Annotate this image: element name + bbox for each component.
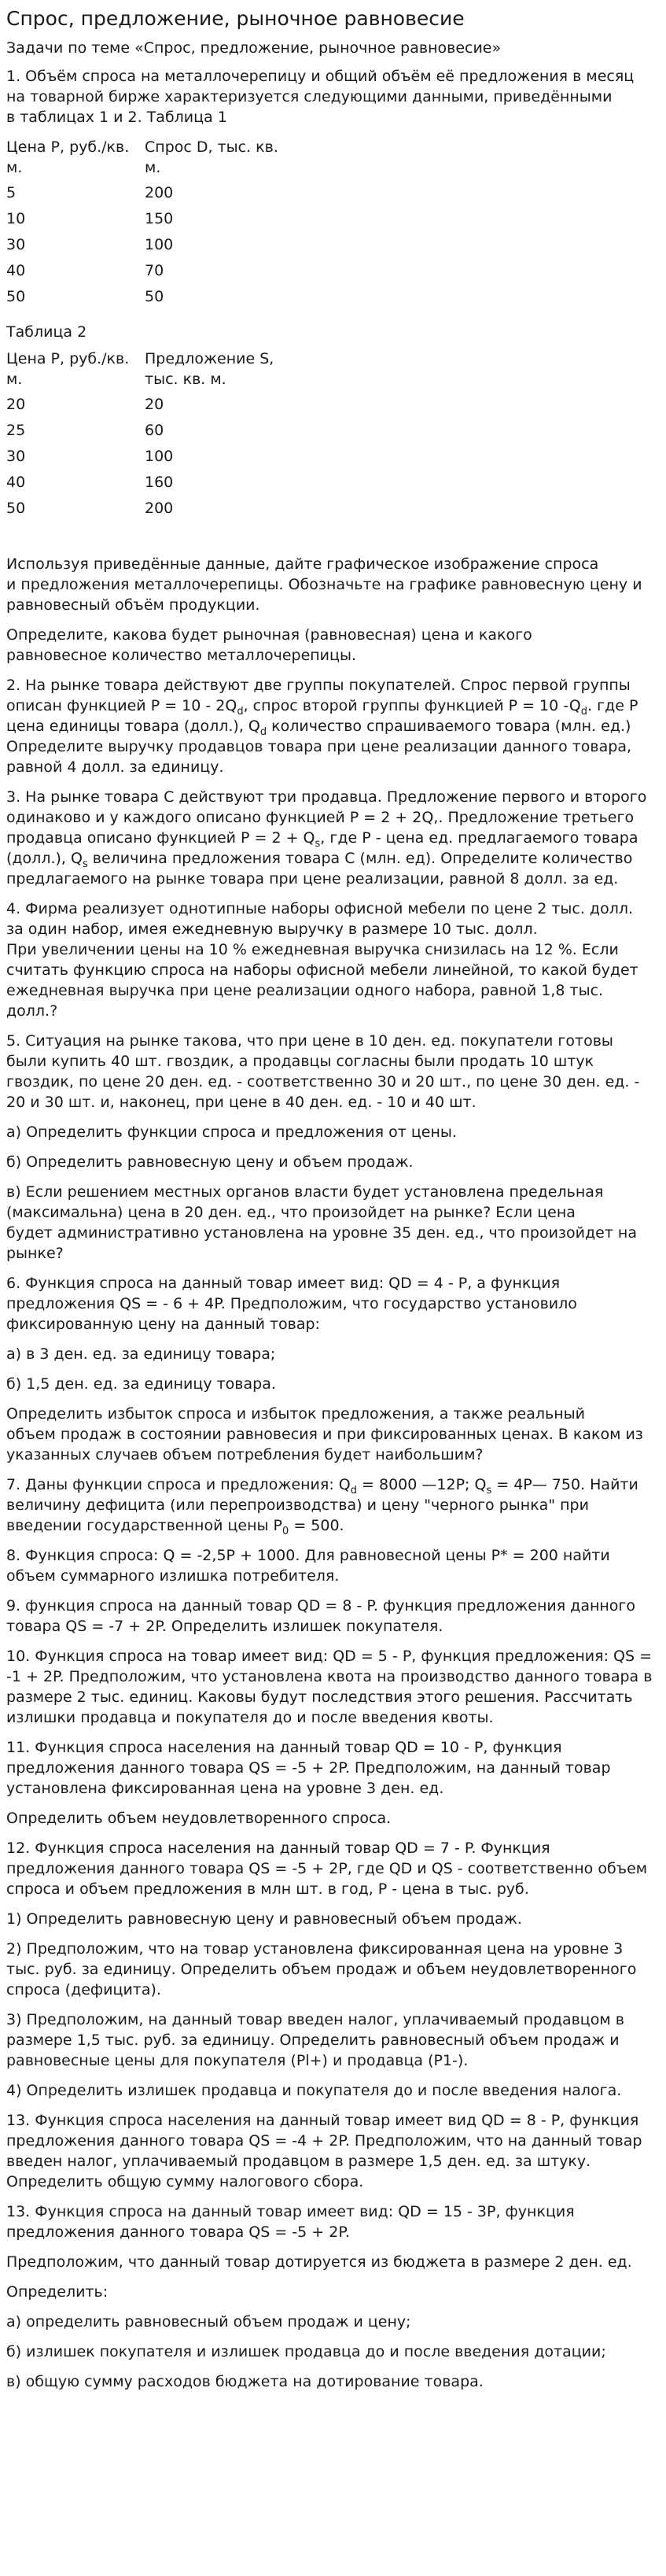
text-line: 13. Функция спроса населения на данный товар имеет вид QD = 8 - P, функция [6, 2112, 639, 2129]
task-6 [6, 1273, 658, 1334]
task-11-question: Определить объем неудовлетворенного спроса. [6, 1810, 392, 1827]
text-line: 13. Функция спроса на данный товар имеет вид: QD = 15 - 3P, функция [6, 2203, 575, 2220]
text-line [6, 716, 658, 736]
text-line: установлена фиксированная цена на уровне 3 ден. ед. [6, 1780, 444, 1797]
task-13-determine: Определить: [6, 2283, 109, 2301]
task-5-a: а) Определить функции спроса и предложения от цены. [6, 1124, 457, 1141]
text-line: размере 1,5 тыс. руб. за единицу. Определить равновесный объем продаж и [6, 2032, 620, 2049]
text-line: предложения данного товара QS = -5 + 2P. [6, 2224, 350, 2241]
table-cell: 70 [145, 262, 164, 279]
table-header-row [6, 349, 286, 394]
text-fragment: . где P [587, 697, 638, 714]
task-5-c [6, 1182, 658, 1264]
table-cell: 100 [145, 448, 174, 465]
task-6-b: б) 1,5 ден. ед. за единицу товара. [6, 1375, 276, 1393]
text-line: величину дефицита (или перепроизводства) и цену "черного рынка" при [6, 1497, 589, 1514]
table-header-cell: Цена P, руб./кв. м. [6, 138, 130, 176]
subscript: 0 [282, 1525, 289, 1537]
text-line: 6. Функция спроса на данный товар имеет вид: QD = 4 - P, а функция [6, 1275, 561, 1292]
text-line: 2) Предположим, что на товар установлена фиксированная цена на уровне 3 [6, 1940, 624, 1958]
text-line: равновесные цены для покупателя (Pl+) и продавца (P1-). [6, 2052, 469, 2069]
text-line [6, 848, 658, 869]
table-row [6, 472, 286, 498]
task-3 [6, 787, 658, 889]
text-line: 5. Ситуация на рынке такова, что при цене в 10 ден. ед. покупатели готовы [6, 1032, 613, 1050]
table-cell: 20 [145, 396, 164, 413]
table-header-cell: Предложение S, тыс. кв. м. [145, 350, 274, 388]
text-line: 12. Функция спроса населения на данный товар QD = 7 - P. Функция [6, 1840, 550, 1857]
text-line: 4. Фирма реализует однотипные наборы офисной мебели по цене 2 тыс. долл. [6, 900, 634, 917]
task-13-b: б) излишек покупателя и излишек продавца до и после введения дотации; [6, 2343, 606, 2360]
task-1 [6, 66, 658, 127]
text-line: 20 и 30 шт. и, наконец, при цене в 40 ден. ед. - 10 и 40 шт. [6, 1094, 477, 1111]
table-header-row [6, 137, 286, 183]
task-1-question [6, 625, 658, 666]
text-line: 3) Предположим, на данный товар введен налог, уплачиваемый продавцом в [6, 2011, 624, 2028]
task-12-4: 4) Определить излишек продавца и покупателя до и после введения налога. [6, 2082, 622, 2099]
text-line: Используя приведённые данные, дайте графическое изображение спроса [6, 555, 599, 573]
text-line: введен налог, уплачиваемый продавцом в размере 1,5 ден. ед. за штуку. [6, 2153, 591, 2170]
table-2 [6, 349, 286, 524]
text-line: размере 2 тыс. единиц. Каковы будут последствия этого решения. Рассчитать [6, 1688, 633, 1706]
text-line: Определите выручку продавцов товара при цене реализации данного товара, [6, 738, 632, 755]
text-line: были купить 40 шт. гвоздик, а продавцы согласны были продать 10 штук [6, 1053, 594, 1070]
table-cell: 50 [6, 288, 26, 305]
text-fragment: 7. Даны функции спроса и предложения: Q [6, 1476, 351, 1493]
table-row [6, 446, 286, 472]
text-line: 9. функция спроса на данный товар QD = 8 - P. функция предложения данного [6, 1597, 636, 1615]
text-fragment: (долл.), Q [6, 850, 83, 867]
subscript: s [486, 1484, 492, 1497]
text-line: спроса (дефицита). [6, 1981, 161, 1998]
text-fragment: = 4P— 750. Найти [491, 1476, 638, 1493]
task-4 [6, 899, 658, 1021]
text-line: считать функцию спроса на наборы офисной мебели линейной, то какой будет [6, 961, 638, 979]
text-line: рынке? [6, 1245, 64, 1262]
table-cell: 100 [145, 236, 174, 253]
task-2 [6, 675, 658, 777]
task-10 [6, 1646, 658, 1728]
text-fragment: , спрос второй группы функцией P = 10 -Q [243, 697, 581, 714]
subscript: d [237, 705, 244, 718]
task-5 [6, 1031, 658, 1113]
spacer [6, 532, 658, 554]
text-line: указанных случаев объем потребления будет наибольшим? [6, 1446, 484, 1463]
task-13-first [6, 2110, 658, 2192]
page-subtitle: Задачи по теме «Спрос, предложение, рыночное равновесие» [6, 39, 502, 57]
table-row [6, 183, 286, 209]
text-line: товара QS = -7 + 2P. Определить излишек покупателя. [6, 1618, 443, 1635]
text-line: Определите, какова будет рыночная (равновесная) цена и какого [6, 626, 532, 644]
text-line: Определить избыток спроса и избыток предложения, а также реальный [6, 1405, 585, 1423]
text-line: одинаково и у каждого описано функцией P = 2 + 2Q,. Предложение третьего [6, 809, 635, 826]
text-line [6, 696, 658, 716]
table-header-cell: Спрос D, тыс. кв. м. [145, 138, 278, 176]
table-1 [6, 137, 286, 312]
text-line [6, 1515, 658, 1536]
task-5-b: б) Определить равновесную цену и объем продаж. [6, 1153, 414, 1171]
table-cell: 50 [6, 500, 26, 517]
task-13-a: а) определить равновесный объем продаж и цену; [6, 2313, 411, 2331]
table-row [6, 420, 286, 446]
table-cell: 40 [6, 262, 26, 279]
subscript: d [580, 705, 588, 718]
table-cell: 5 [6, 184, 17, 201]
table-header-cell: Цена P, руб./кв. м. [6, 350, 130, 388]
text-line: -1 + 2P. Предположим, что установлена квота на производство данного товара в [6, 1668, 653, 1685]
text-line: равной 4 долл. за единицу. [6, 758, 224, 776]
text-line: предложения данного товара QS = -4 + 2P. Предположим, что на данный товар [6, 2132, 642, 2150]
task-11 [6, 1737, 658, 1799]
table-row [6, 286, 286, 312]
text-line: Определить общую сумму налогового сбора. [6, 2173, 364, 2190]
text-line [6, 828, 658, 848]
text-line: 11. Функция спроса населения на данный товар QD = 10 - P, функция [6, 1739, 562, 1756]
text-line: равновесное количество металлочерепицы. [6, 647, 356, 664]
text-line: на товарной бирже характеризуется следующими данными, приведёнными [6, 88, 613, 105]
page-title: Спрос, предложение, рыночное равновесие [6, 7, 465, 30]
text-line: ежедневная выручка при цене реализации одного набора, равной 1,8 тыс. долл.? [6, 982, 604, 1020]
task-13-subsidy: Предположим, что данный товар дотируется из бюджета в размере 2 ден. ед. [6, 2253, 632, 2271]
text-line: в) Если решением местных органов власти будет установлена предельная [6, 1183, 604, 1201]
text-line: 8. Функция спроса: Q = -2,5P + 1000. Для равновесной цены P* = 200 найти [6, 1547, 610, 1564]
table-cell: 30 [6, 448, 26, 465]
text-line: предлагаемого на рынке товара при цене реализации, равной 8 долл. за ед. [6, 870, 619, 888]
text-line [6, 1474, 658, 1495]
text-line: излишки продавца и покупателя до и после введения квоты. [6, 1709, 494, 1726]
task-9 [6, 1596, 658, 1637]
table-row [6, 498, 286, 524]
text-line: спроса и объем предложения в млн шт. в год, P - цена в тыс. руб. [6, 1880, 529, 1898]
table-cell: 50 [145, 288, 164, 305]
text-fragment: = 500. [289, 1517, 344, 1534]
table-cell: 60 [145, 422, 164, 439]
task-13-second [6, 2201, 658, 2242]
text-fragment: величина предложения товара С (млн. ед). Определите количество [87, 850, 633, 867]
task-7 [6, 1474, 658, 1536]
task-12-1: 1) Определить равновесную цену и равновесный объем продаж. [6, 1910, 522, 1928]
table-cell: 20 [6, 396, 26, 413]
table-cell: 40 [6, 474, 26, 491]
text-line: за один набор, имея ежедневную выручку в размере 10 тыс. долл. [6, 921, 538, 938]
subscript: d [350, 1484, 357, 1497]
task-12-3 [6, 2010, 658, 2071]
text-fragment: описан функцией P = 10 - 2Q [6, 697, 237, 714]
task-12-2 [6, 1939, 658, 2000]
table-cell: 200 [145, 500, 174, 517]
subscript: s [82, 858, 88, 870]
text-line: объем продаж в состоянии равновесия и при фиксированных ценах. В каком из [6, 1426, 643, 1443]
text-line: фиксированную цену на данный товар: [6, 1316, 320, 1333]
text-line: 3. На рынке товара С действуют три продавца. Предложение первого и второго [6, 788, 647, 806]
text-fragment: продавца описано функцией P = 2 + Q [6, 829, 315, 847]
text-line: 1. Объём спроса на металлочерепицу и общий объём её предложения в месяц [6, 68, 635, 85]
text-fragment: введении государственной цены P [6, 1517, 283, 1534]
text-line: и предложения металлочерепицы. Обозначьте на графике равновесную цену и [6, 576, 642, 593]
text-line: При увеличении цены на 10 % ежедневная выручка снизилась на 12 %. Если [6, 941, 619, 958]
table-row [6, 209, 286, 234]
text-line: будет административно установлена на уровне 35 ден. ед., что произойдет на [6, 1224, 637, 1242]
task-6-a: а) в 3 ден. ед. за единицу товара; [6, 1345, 276, 1363]
text-line: предложения данного товара QS = -5 + 2P. Предположим, на данный товар [6, 1759, 611, 1777]
table-cell: 150 [145, 210, 174, 227]
task-12 [6, 1838, 658, 1899]
text-fragment: = 8000 —12P; Q [357, 1476, 487, 1493]
text-line: предложения QS = - 6 + 4P. Предположим, что государство установило [6, 1295, 577, 1312]
table-2-caption: Таблица 2 [6, 323, 87, 341]
subscript: d [259, 725, 267, 738]
text-line: тыс. руб. за единицу. Определить объем продаж и объем неудовлетворенного [6, 1961, 637, 1978]
table-row [6, 394, 286, 420]
text-line: равновесный объём продукции. [6, 596, 260, 614]
table-cell: 200 [145, 184, 174, 201]
table-cell: 10 [6, 210, 26, 227]
task-8 [6, 1545, 658, 1586]
text-line: в таблицах 1 и 2. Таблица 1 [6, 109, 227, 126]
table-row [6, 234, 286, 260]
text-line: гвоздик, по цене 20 ден. ед. - соответственно 30 и 20 шт., по цене 30 ден. ед. - [6, 1073, 640, 1091]
text-line: (максимальна) цена в 20 ден. ед., что произойдет на рынке? Если цена [6, 1204, 576, 1221]
subscript: s [315, 837, 321, 850]
table-row [6, 260, 286, 286]
text-fragment: количество спрашиваемого товара (млн. ед.) [267, 718, 631, 735]
text-line: 2. На рынке товара действуют две группы покупателей. Спрос первой группы [6, 677, 631, 694]
task-13-c: в) общую сумму расходов бюджета на дотирование товара. [6, 2373, 484, 2390]
table-cell: 160 [145, 474, 174, 491]
text-line: 10. Функция спроса на товар имеет вид: QD = 5 - P, функция предложения: QS = [6, 1648, 652, 1665]
text-line: объем суммарного излишка потребителя. [6, 1567, 340, 1585]
text-fragment: , где P - цена ед. предлагаемого товара [320, 829, 638, 847]
table-cell: 25 [6, 422, 26, 439]
task-1-instructions [6, 554, 658, 615]
text-line: предложения данного товара QS = -5 + 2P, где QD и QS - соответственно объем [6, 1860, 648, 1877]
table-cell: 30 [6, 236, 26, 253]
task-6-c [6, 1404, 658, 1465]
text-fragment: цена единицы товара (долл.), Q [6, 718, 260, 735]
